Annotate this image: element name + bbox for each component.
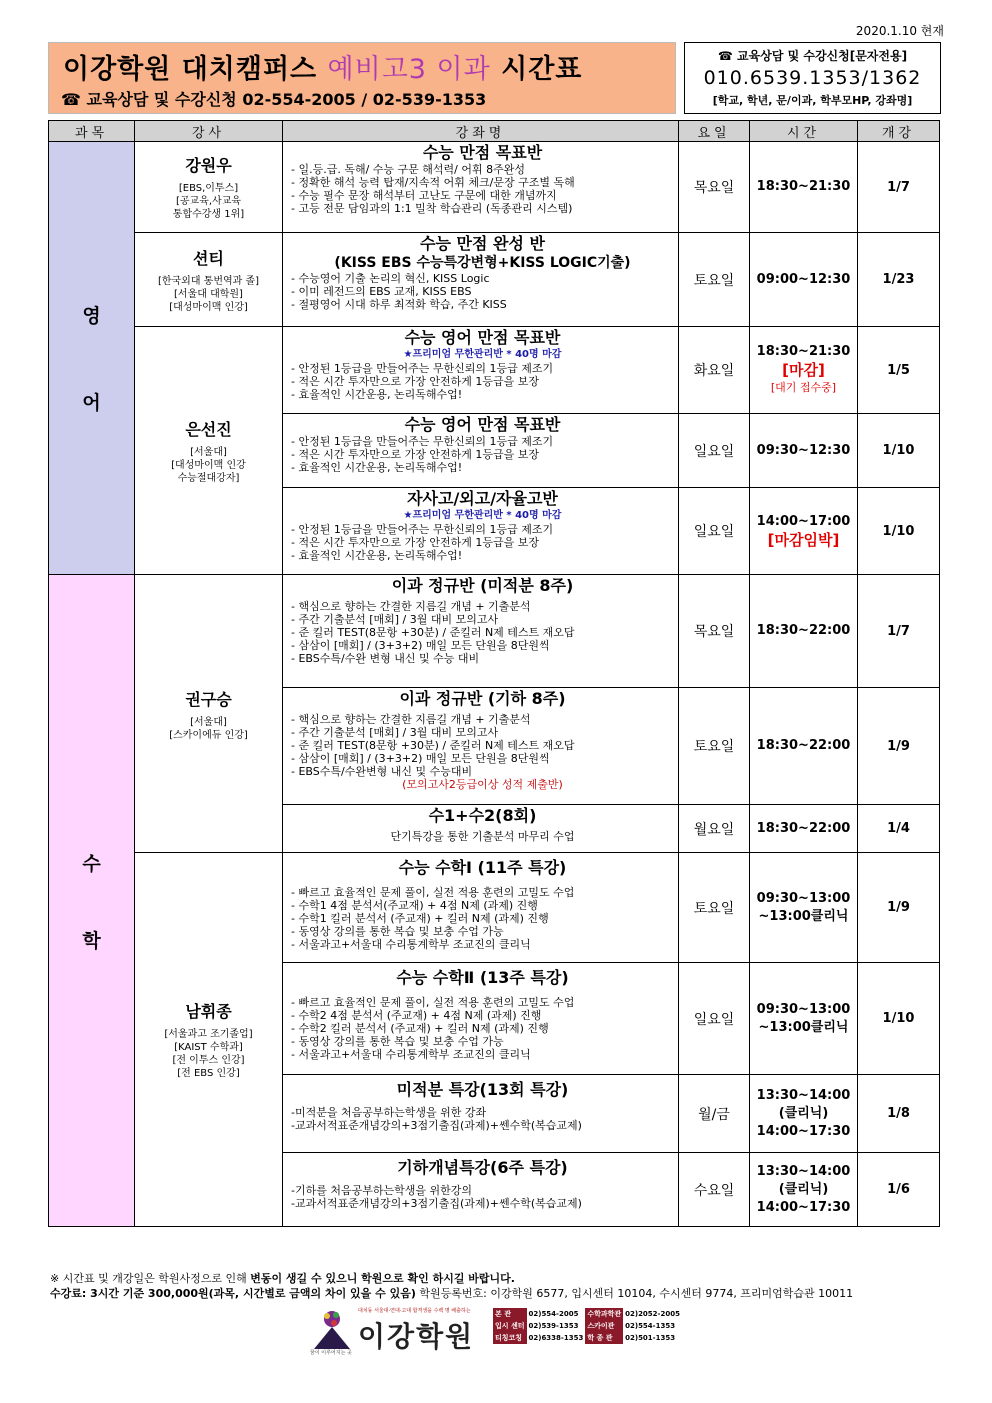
branch-name: 본 관 — [493, 1308, 527, 1320]
course-open: 1/7 — [858, 575, 940, 688]
course-line: -교과서적표준개념강의+3점기출집(과제)+쎈수학(복습교제) — [291, 1119, 582, 1132]
course-time — [750, 488, 858, 575]
course-c2 — [283, 233, 679, 327]
logo-name: 이강학원 — [358, 1320, 475, 1353]
course-title: 수능 수학Ⅱ (13주 특강) — [396, 968, 569, 987]
course-time — [750, 1153, 858, 1227]
course-open: 1/8 — [858, 1075, 940, 1153]
branch-phone: 02)6338-1353 — [528, 1334, 584, 1342]
header-title-box — [48, 42, 676, 114]
course-c3 — [283, 327, 679, 414]
teacher-desc: [대성마이맥 인강 — [171, 459, 246, 471]
header — [48, 42, 941, 114]
course-day: 월요일 — [679, 805, 750, 853]
course-c12 — [283, 1153, 679, 1227]
teacher-name: 강원우 — [185, 156, 232, 175]
time-clinic: (클리닉) — [778, 1181, 829, 1197]
contact-instructions: [학교, 학년, 문/이과, 학부모HP, 강좌명] — [712, 94, 913, 107]
branch-name: 티칭코칭 — [493, 1332, 527, 1344]
table-row — [49, 575, 940, 688]
course-day: 수요일 — [679, 1153, 750, 1227]
course-title: 자사고/외고/자율고반 — [407, 489, 558, 508]
subject-english: 영 어 — [49, 142, 135, 575]
course-time — [750, 963, 858, 1075]
time-value: 18:30~21:30 — [756, 344, 851, 359]
course-line: -기하를 처음공부하는학생을 위한강의 — [291, 1184, 472, 1197]
teacher-eun — [135, 327, 283, 575]
course-line: - 수능 필수 문장 해석부터 고난도 구문에 대한 개념까지 — [291, 189, 557, 202]
col-teacher: 강사 — [135, 121, 283, 142]
course-c6 — [283, 575, 679, 688]
course-open: 1/5 — [858, 327, 940, 414]
timetable — [48, 120, 940, 1227]
header-contact-box — [684, 42, 941, 114]
course-title: 수능 수학Ⅰ (11주 특강) — [398, 858, 567, 877]
branch-phone: 02)554-1353 — [625, 1322, 676, 1330]
branch-row — [493, 1332, 682, 1344]
course-open: 1/4 — [858, 805, 940, 853]
branch-phone: 02)501-1353 — [625, 1334, 676, 1342]
course-line: - 수능영어 기출 논리의 혁신, KISS Logic — [291, 272, 490, 285]
branch-name: 학 종 관 — [585, 1332, 623, 1344]
teacher-desc: 통합수강생 1위] — [172, 209, 245, 220]
teacher-name: 권구승 — [185, 690, 232, 709]
contact-number: 010.6539.1353/1362 — [703, 67, 922, 89]
header-phone: ☎ 교육상담 및 수강신청 02-554-2005 / 02-539-1353 — [61, 90, 487, 109]
course-line: - 수학1 4점 분석서(주교재) + 4점 N제 (과제) 진행 — [291, 899, 538, 912]
course-line: - 주간 기출분석 [매회] / 3월 대비 모의고사 — [291, 613, 499, 626]
course-time — [750, 327, 858, 414]
time-value: 14:00~17:30 — [756, 1123, 851, 1139]
status-badge: [마감] — [782, 361, 825, 379]
course-line: - 빠르고 효율적인 문제 풀이, 실전 적용 훈련의 고밀도 수업 — [291, 886, 575, 899]
course-subtitle: (KISS EBS 수능특강변형+KISS LOGIC기출) — [334, 255, 631, 271]
course-day: 월/금 — [679, 1075, 750, 1153]
branch-phone: 02)539-1353 — [528, 1322, 579, 1330]
logo-sub: 꿈이 이루어지는 곳 — [310, 1350, 352, 1356]
status-note: [대기 접수중] — [770, 381, 837, 394]
branch-name: 수학과학관 — [587, 1310, 622, 1318]
teacher-center — [135, 233, 283, 327]
course-title: 수능 영어 만점 목표반 — [404, 328, 561, 347]
teacher-desc: [전 EBS 인강] — [177, 1068, 240, 1079]
teacher-desc: [한국외대 통번역과 졸] — [157, 275, 260, 287]
course-line: - 효율적인 시간운용, 논리독해수업! — [291, 388, 463, 401]
teacher-desc: [서울대] — [190, 446, 227, 458]
course-line: - 이미 레전드의 EBS 교재, KISS EBS — [291, 285, 472, 298]
course-line: - 안정된 1등급을 만들어주는 무한신뢰의 1등급 제조기 — [291, 362, 554, 375]
branch-name: 입시 센터 — [495, 1322, 525, 1330]
academy-logo — [310, 1305, 690, 1357]
time-clinic: (클리닉) — [778, 1105, 829, 1121]
course-c11 — [283, 1075, 679, 1153]
course-line: - EBS수특/수완변형 내신 및 수능대비 — [291, 765, 473, 778]
time-value: 13:30~14:00 — [756, 1087, 851, 1103]
table-row — [49, 853, 940, 963]
branch-contacts — [493, 1308, 682, 1344]
course-title: 미적분 특강(13회 특강) — [396, 1080, 569, 1099]
course-time — [750, 853, 858, 963]
col-time: 시간 — [750, 121, 858, 142]
teacher-desc: 수능절대강자] — [177, 472, 240, 484]
course-premium-note: ★프리미엄 무한관리반 * 40명 마감 — [403, 510, 562, 521]
contact-label: ☎ 교육상담 및 수강신청[문자전용] — [717, 49, 908, 63]
course-line: - 삼삼이 [매회] / (3+3+2) 매일 모든 단원을 8단원씩 — [291, 752, 550, 765]
course-time: 18:30~22:00 — [750, 805, 858, 853]
course-title: 수1+수2(8회) — [428, 806, 537, 825]
time-value: 14:00~17:30 — [756, 1199, 851, 1215]
course-c1 — [283, 142, 679, 233]
course-line: - 안정된 1등급을 만들어주는 무한신뢰의 1등급 제조기 — [291, 435, 554, 448]
course-time: 09:30~12:30 — [750, 414, 858, 488]
subject-math: 수 학 — [49, 575, 135, 1227]
course-title: 기하개념특강(6주 특강) — [397, 1158, 568, 1177]
branch-row — [493, 1320, 682, 1332]
teacher-kang — [135, 142, 283, 233]
course-line: - 적은 시간 투자만으로 가장 안전하게 1등급을 보장 — [291, 448, 539, 461]
course-line: - 준 킬러 TEST(8문항 +30분) / 준킬러 N제 테스트 재오답 — [291, 739, 575, 752]
teacher-desc: [전 이투스 인강] — [172, 1055, 245, 1066]
course-time: 18:30~21:30 — [750, 142, 858, 233]
course-day: 일요일 — [679, 963, 750, 1075]
teacher-desc: [대성마이맥 인강] — [169, 301, 248, 313]
course-c9 — [283, 853, 679, 963]
course-day: 목요일 — [679, 142, 750, 233]
teacher-desc: [서울대 대학원] — [174, 288, 243, 300]
col-subject: 과목 — [49, 121, 135, 142]
course-c4 — [283, 414, 679, 488]
course-c7 — [283, 688, 679, 805]
time-value: 09:30~13:00 — [756, 1001, 851, 1017]
teacher-name: 션티 — [193, 248, 224, 268]
course-line: - 정확한 해석 능력 탑재/지속적 어휘 체크/문장 구조별 독해 — [291, 176, 575, 189]
logo-emblem-icon — [310, 1307, 354, 1351]
course-title: 이과 정규반 (기하 8주) — [399, 689, 566, 708]
teacher-desc: [EBS,이투스] — [178, 183, 239, 194]
course-line: - 적은 시간 투자만으로 가장 안전하게 1등급을 보장 — [291, 536, 539, 549]
course-open: 1/7 — [858, 142, 940, 233]
course-open: 1/6 — [858, 1153, 940, 1227]
course-line: -교과서적표준개념강의+3점기출집(과제)+쎈수학(복습교제) — [291, 1197, 582, 1210]
course-title: 이과 정규반 (미적분 8주) — [391, 576, 574, 595]
table-row — [49, 233, 940, 327]
course-line: - 서울과고+서울대 수리통계학부 조교진의 클리닉 — [291, 938, 531, 951]
status-badge: [마감임박] — [767, 531, 840, 549]
course-time: 18:30~22:00 — [750, 688, 858, 805]
course-line: - 준 킬러 TEST(8문항 +30분) / 준킬러 N제 테스트 재오답 — [291, 626, 575, 639]
course-line: - EBS수특/수완 변형 내신 및 수능 대비 — [291, 652, 480, 665]
course-line: - 동영상 강의를 통한 복습 및 보충 수업 가능 — [291, 1035, 504, 1048]
branch-phone: 02)554-2005 — [528, 1310, 579, 1318]
course-title: 수능 영어 만점 목표반 — [404, 415, 561, 434]
course-line: - 서울과고+서울대 수리통계학부 조교진의 클리닉 — [291, 1048, 531, 1061]
course-day: 화요일 — [679, 327, 750, 414]
course-open: 1/9 — [858, 688, 940, 805]
teacher-name: 남휘종 — [185, 1002, 232, 1021]
course-open: 1/10 — [858, 963, 940, 1075]
teacher-desc: [스카이에듀 인강] — [169, 730, 248, 741]
table-row — [49, 327, 940, 414]
course-line: - 동영상 강의를 통한 복습 및 보충 수업 가능 — [291, 925, 504, 938]
branch-row — [493, 1308, 682, 1320]
course-title: 수능 만점 완성 반 — [420, 234, 545, 253]
course-line: - 수학2 킬러 분석서 (주교재) + 킬러 N제 (과제) 진행 — [291, 1022, 549, 1035]
col-course: 강좌명 — [283, 121, 679, 142]
course-line: - 적은 시간 투자만으로 가장 안전하게 1등급을 보장 — [291, 375, 539, 388]
teacher-desc: [공교육,사교육 — [175, 196, 242, 207]
table-row — [49, 142, 940, 233]
course-time: 18:30~22:00 — [750, 575, 858, 688]
course-line: - 빠르고 효율적인 문제 풀이, 실전 적용 훈련의 고밀도 수업 — [291, 996, 575, 1009]
course-day: 목요일 — [679, 575, 750, 688]
course-line: - 고등 전문 담임과의 1:1 밀착 학습관리 (독종관리 시스템) — [291, 202, 573, 215]
course-line: - 핵심으로 향하는 간결한 지름길 개념 + 기출분석 — [291, 600, 531, 613]
col-open: 개강 — [858, 121, 940, 142]
course-line: - 핵심으로 향하는 간결한 지름길 개념 + 기출분석 — [291, 713, 531, 726]
course-day: 토요일 — [679, 233, 750, 327]
course-line: - 삼삼이 [매회] / (3+3+2) 매일 모든 단원을 8단원씩 — [291, 639, 550, 652]
course-title: 수능 만점 목표반 — [422, 143, 543, 162]
teacher-nam — [135, 853, 283, 1227]
course-line: - 주간 기출분석 [매회] / 3월 대비 모의고사 — [291, 726, 499, 739]
fee-note: 수강료: 3시간 기준 300,000원(과목, 시간별로 금액의 차이 있을 수 있음) 학원등록번호: 이강학원 6577, 입시센터 10104, 수시센터 9774, 프리미엄학습관 10011 — [50, 1287, 854, 1300]
course-time — [750, 1075, 858, 1153]
course-line: - 절평영어 시대 하루 최적화 학습, 주간 KISS — [291, 298, 507, 311]
course-requirement: (모의고사2등급이상 성적 제출반) — [402, 778, 563, 791]
course-day: 토요일 — [679, 688, 750, 805]
time-clinic: ~13:00클리닉 — [758, 1019, 849, 1035]
course-premium-note: ★프리미엄 무한관리반 * 40명 마감 — [403, 349, 562, 360]
course-line: - 일.등.급. 독해/ 수능 구문 해석력/ 어휘 8주완성 — [291, 163, 525, 176]
course-open: 1/9 — [858, 853, 940, 963]
course-line: -미적분을 처음공부하는학생을 위한 강좌 — [291, 1106, 487, 1119]
course-day: 일요일 — [679, 414, 750, 488]
course-day: 토요일 — [679, 853, 750, 963]
course-line: - 효율적인 시간운용, 논리독해수업! — [291, 461, 463, 474]
course-day: 일요일 — [679, 488, 750, 575]
course-line: - 효율적인 시간운용, 논리독해수업! — [291, 549, 463, 562]
col-day: 요일 — [679, 121, 750, 142]
as-of-date: 2020.1.10 현재 — [855, 24, 944, 38]
schedule-note: ※ 시간표 및 개강일은 학원사정으로 인해 변동이 생길 수 있으니 학원으로 확인 하시길 바랍니다. — [50, 1272, 515, 1285]
page-title: 이강학원 대치캠퍼스 예비고3 이과 시간표 — [63, 54, 583, 85]
course-open: 1/10 — [858, 414, 940, 488]
course-c8 — [283, 805, 679, 853]
table-header-row — [49, 121, 940, 142]
course-c10 — [283, 963, 679, 1075]
time-value: 13:30~14:00 — [756, 1163, 851, 1179]
course-line: - 수학2 4점 분석서 (주교재) + 4점 N제 (과제) 진행 — [291, 1009, 542, 1022]
course-line: - 안정된 1등급을 만들어주는 무한신뢰의 1등급 제조기 — [291, 523, 554, 536]
course-open: 1/23 — [858, 233, 940, 327]
teacher-name: 은선진 — [185, 419, 232, 439]
time-value: 09:30~13:00 — [756, 890, 851, 906]
logo-slogan: 대치동 서울대·연대·고대 합격생을 수백 명 배출하는 — [358, 1308, 471, 1314]
course-time: 09:00~12:30 — [750, 233, 858, 327]
branch-phone: 02)2052-2005 — [625, 1310, 680, 1318]
course-c5 — [283, 488, 679, 575]
time-clinic: ~13:00클리닉 — [758, 908, 849, 924]
teacher-desc: [서울과고 조기졸업] — [164, 1029, 253, 1040]
teacher-kwon — [135, 575, 283, 853]
teacher-desc: [서울대] — [190, 717, 227, 728]
course-open: 1/10 — [858, 488, 940, 575]
time-value: 14:00~17:00 — [756, 514, 851, 529]
teacher-desc: [KAIST 수학과] — [174, 1042, 243, 1053]
branch-name: 스카이관 — [585, 1320, 623, 1332]
course-desc: 단기특강을 통한 기출분석 마무리 수업 — [390, 830, 575, 843]
course-line: - 수학1 킬러 분석서 (주교재) + 킬러 N제 (과제) 진행 — [291, 912, 549, 925]
